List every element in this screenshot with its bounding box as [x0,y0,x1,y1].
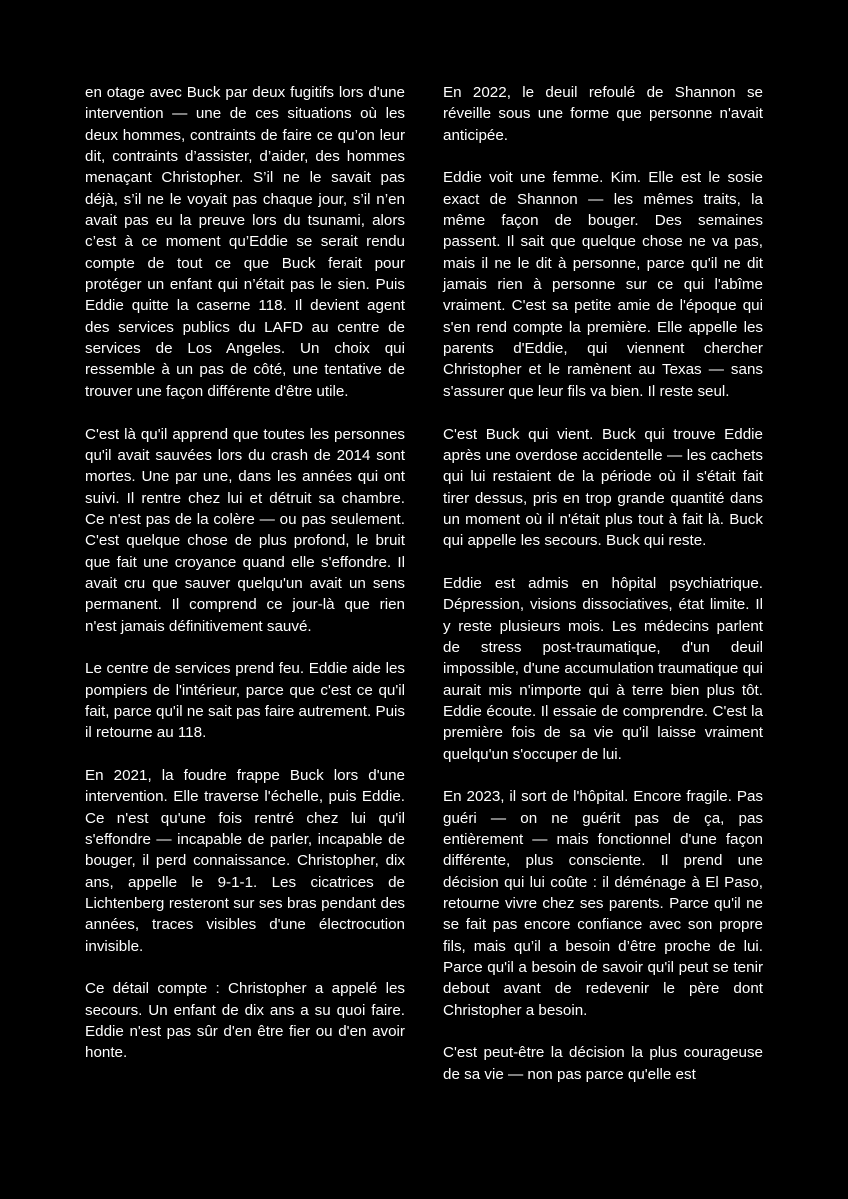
right-paragraph-5: En 2023, il sort de l'hôpital. Encore fragile. Pas guéri — on ne guérit pas de ça, pas entièrement — mais fonctionnel d'une façon différente, plus consciente. Il prend une décision qui lui coûte : il déménage à El Paso, retourne vivre chez ses parents. Parce qu'il ne se fait pas encore confiance avec son propre fils, mais qu’il a besoin d’être proche de lui. Parce qu'il a besoin de savoir qu'il peut se tenir debout avant de redevenir le père dont Christopher a besoin. [443,788,763,1019]
left-paragraph-4: En 2021, la foudre frappe Buck lors d'une intervention. Elle traverse l'échelle, puis Eddie. Ce n'est qu'une fois rentré chez lui qu'il s'effondre — incapable de parler, incapable de bouger, il perd connaissance. Christopher, dix ans, appelle le 9-1-1. Les cicatrices de Lichtenberg resteront sur ses bras pendant des années, traces visibles d'une électrocution invisible. [85,767,405,955]
right-paragraph-1: En 2022, le deuil refoulé de Shannon se réveille sous une forme que personne n'avait anticipée. [443,84,763,144]
right-paragraph-6: C'est peut-être la décision la plus courageuse de sa vie — non pas parce qu'elle est [443,1044,763,1083]
right-paragraph-4: Eddie est admis en hôpital psychiatrique. Dépression, visions dissociatives, état limite. Il y reste plusieurs mois. Les médecins parlent de stress post-traumatique, d'un deuil impossible, d'une accumulation traumatique qui aurait mis n'importe qui à terre bien plus tôt. Eddie écoute. Il essaie de comprendre. C'est la première fois de sa vie qu'il laisse vraiment quelqu'un s'occuper de lui. [443,574,763,763]
left-column [85,82,405,1085]
left-paragraph-5: Ce détail compte : Christopher a appelé les secours. Un enfant de dix ans a su quoi faire. Eddie n'est pas sûr d'en être fier ou d'en avoir honte. [85,980,405,1062]
right-paragraph-3: C'est Buck qui vient. Buck qui trouve Eddie après une overdose accidentelle — les cachets qui lui restaient de la période où il s'était fait tirer dessus, pris en trop grande quantité dans un moment où il n'était plus tout à fait là. Buck qui appelle les secours. Buck qui reste. [443,425,763,550]
right-paragraph-2: Eddie voit une femme. Kim. Elle est le sosie exact de Shannon — les mêmes traits, la même façon de bouger. Des semaines passent. Il sait que quelque chose ne va pas, mais il ne le dit à personne, parce qu'il ne dit jamais rien à personne sur ce qui l'abîme vraiment. C'est sa petite amie de l'époque qui s'en rend compte la première. Elle appelle les parents d'Eddie, qui viennent chercher Christopher et le ramènent au Texas — sans s'assurer que leur fils va bien. Il reste seul. [443,169,763,400]
right-column [443,82,763,1107]
left-paragraph-1: en otage avec Buck par deux fugitifs lors d'une intervention — une de ces situations où les deux hommes, contraints de faire ce qu’on leur dit, contraints d’assister, d’aider, des hommes menaçant Christopher. S’il ne le savait pas déjà, s’il ne le voyait pas chaque jour, s’il n’en avait pas eu la preuve lors du tsunami, alors c’est à ce moment qu’Eddie se serait rendu compte de tout ce que Buck ferait pour protéger un enfant qui n’était pas le sien. Puis Eddie quitte la caserne 118. Il devient agent des services publics du LAFD au centre de services de Los Angeles. Un choix qui ressemble à un pas de côté, une tentative de trouver une façon différente d'être utile. [85,84,405,400]
left-paragraph-2: C'est là qu'il apprend que toutes les personnes qu'il avait sauvées lors du crash de 2014 sont mortes. Une par une, dans les années qui ont suivi. Il rentre chez lui et détruit sa chambre. Ce n'est pas de la colère — ou pas seulement. C'est quelque chose de plus profond, le bruit que fait une croyance quand elle s'effondre. Il avait cru que sauver quelqu'un avait un sens permanent. Il comprend ce jour-là que rien n'est jamais définitivement sauvé. [85,425,405,635]
left-paragraph-3: Le centre de services prend feu. Eddie aide les pompiers de l'intérieur, parce que c'est ce qu'il fait, parce qu'il ne sait pas faire autrement. Puis il retourne au 118. [85,660,405,742]
